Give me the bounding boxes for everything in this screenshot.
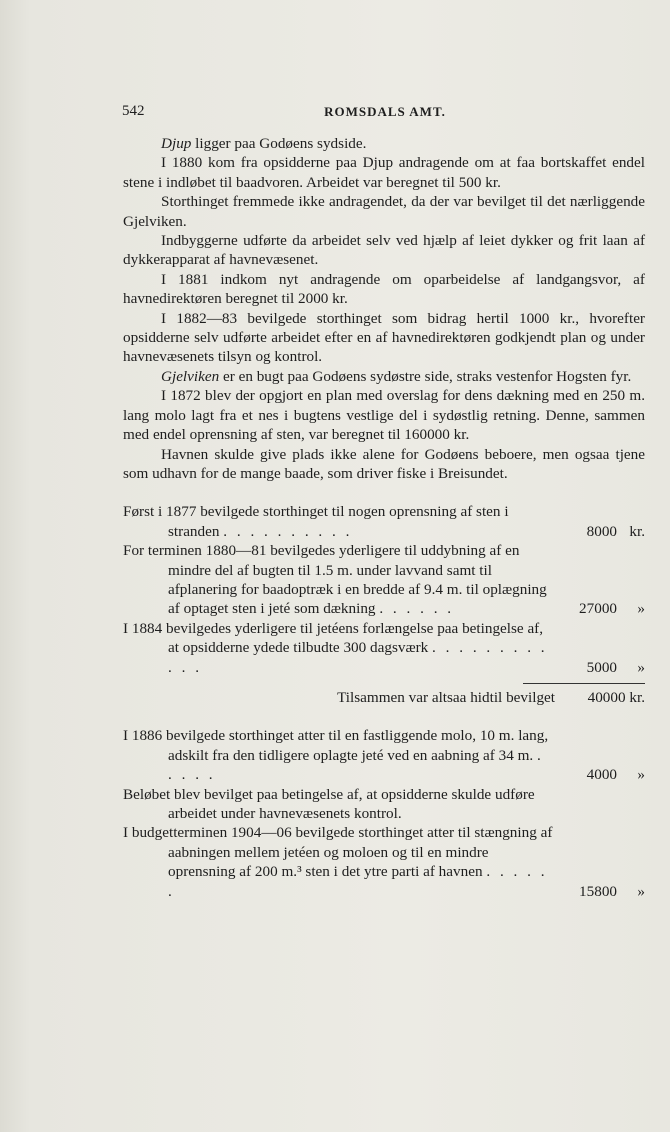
entry-unit: kr.: [629, 522, 645, 540]
paragraph-text: Havnen skulde give plads ikke alene for Godøens beboere, men ogsaa tjene som udhavn for de mange baade, som driver fiske i Breisundet.: [123, 445, 645, 482]
paragraph-text: er en bugt paa Godøens sydøstre side, straks vestenfor Hogsten fyr.: [219, 367, 632, 385]
paragraph-text: Storthinget fremmede ikke andragendet, da der var bevilget til det nærliggende Gjelviken.: [123, 193, 645, 230]
paragraph: [123, 270, 645, 309]
sum-rule: [523, 683, 645, 684]
entry-text: I 1886 bevilgede storthinget atter til en fastliggende molo, 10 m. lang, adskilt fra den tidligere oplagte jeté ved en aabning af 34 m.: [123, 727, 549, 764]
leader-dots: . . . . . . . . . .: [223, 522, 353, 540]
leader-dots: . . . . . . . . . . . .: [168, 639, 548, 676]
paragraph: [123, 386, 645, 444]
paragraph: [123, 445, 645, 484]
entry-text: I budgetterminen 1904—06 bevilgede storthinget atter til stængning af aabningen mellem jetéen og moloen og til en mindre oprensning af 200 m.³ sten i det ytre parti af havnen: [123, 824, 553, 881]
appropriation-entry: [123, 541, 645, 619]
appropriation-entry: [123, 619, 645, 677]
entry-unit: »: [637, 766, 645, 784]
paragraph: [123, 309, 645, 367]
total-amount: 40000: [587, 688, 626, 706]
appropriation-entry: [123, 726, 645, 784]
total-row: [123, 688, 645, 707]
place-name: Gjelviken: [161, 367, 220, 385]
appropriation-list-1: [123, 502, 645, 677]
entry-unit: »: [637, 658, 645, 676]
leader-dots: . . . . .: [168, 746, 544, 784]
place-name: Djup: [161, 135, 192, 152]
paragraph-text: ligger paa Godøens sydside.: [191, 135, 367, 152]
entry-unit: »: [637, 882, 645, 900]
total-unit: kr.: [629, 688, 645, 706]
paragraph-text: I 1872 blev der opgjort en plan med overslag for dens dækning med en 250 m. lang molo lagt fra et nes i bugtens vestlige del i sydøstlig retning. Denne, sammen med endel oprensning af sten, var beregnet til 160000 kr.: [123, 387, 645, 444]
paragraph: [123, 231, 645, 270]
entry-unit: »: [637, 600, 645, 618]
paragraph: [123, 153, 645, 192]
paragraph: [123, 192, 645, 231]
page-body: [123, 134, 645, 901]
page-number: 542: [122, 103, 145, 119]
leader-dots: . . . . . .: [168, 863, 548, 900]
paragraph: [123, 134, 645, 153]
appropriation-entry: [123, 823, 645, 901]
appropriation-list-2: [123, 726, 645, 901]
total-label: Tilsammen var altsaa hidtil bevilget: [337, 688, 555, 706]
entry-text: For terminen 1880—81 bevilgedes yderligere til uddybning af en mindre del af bugten til 1.5 m. under lavvand samt til afplanering for baadoptræk i en bredde af 9.4 m. til oplægning af optaget sten i jeté som dækning: [123, 542, 547, 618]
paragraph-text: Indbyggerne udførte da arbeidet selv ved hjælp af leiet dykker og frit laan af dykkerapparat af havnevæsenet.: [123, 232, 645, 269]
entry-text: Først i 1877 bevilgede storthinget til nogen oprensning af sten i stranden: [123, 503, 509, 540]
paragraph-text: I 1881 indkom nyt andragende om oparbeidelse af landgangsvor, af havnedirektøren beregnet til 2000 kr.: [123, 270, 645, 308]
paragraph-text: I 1882—83 bevilgede storthinget som bidrag hertil 1000 kr., hvorefter opsidderne selv udførte arbeidet efter en af havnedirektøren godkjendt plan og under havnevæsenets tilsyn og kontrol.: [123, 309, 645, 366]
entry-amount: 27000: [579, 600, 617, 618]
running-title: ROMSDALS AMT.: [324, 104, 446, 119]
entry-amount: 15800: [579, 882, 617, 900]
appropriation-entry: [123, 785, 645, 824]
entry-amount: 5000: [586, 658, 617, 676]
entry-amount: 8000: [586, 522, 617, 540]
paragraph-text: I 1880 kom fra opsidderne paa Djup andragende om at faa bortskaffet endel stene i indløbet til baadvoren. Arbeidet var beregnet til 500 kr.: [123, 154, 645, 191]
entry-text: Beløbet blev bevilget paa betingelse af, at opsidderne skulde udføre arbeidet under havnevæsenets kontrol.: [123, 785, 535, 822]
entry-text: I 1884 bevilgedes yderligere til jetéens forlængelse paa betingelse af, at opsidderne ydede tilbudte 300 dagsværk: [123, 619, 544, 657]
entry-amount: 4000: [586, 766, 617, 784]
page-header: [122, 103, 648, 125]
paragraph: [123, 367, 645, 386]
paragraph-list: [123, 134, 645, 483]
leader-dots: . . . . . .: [379, 600, 455, 618]
appropriation-entry: [123, 502, 645, 541]
